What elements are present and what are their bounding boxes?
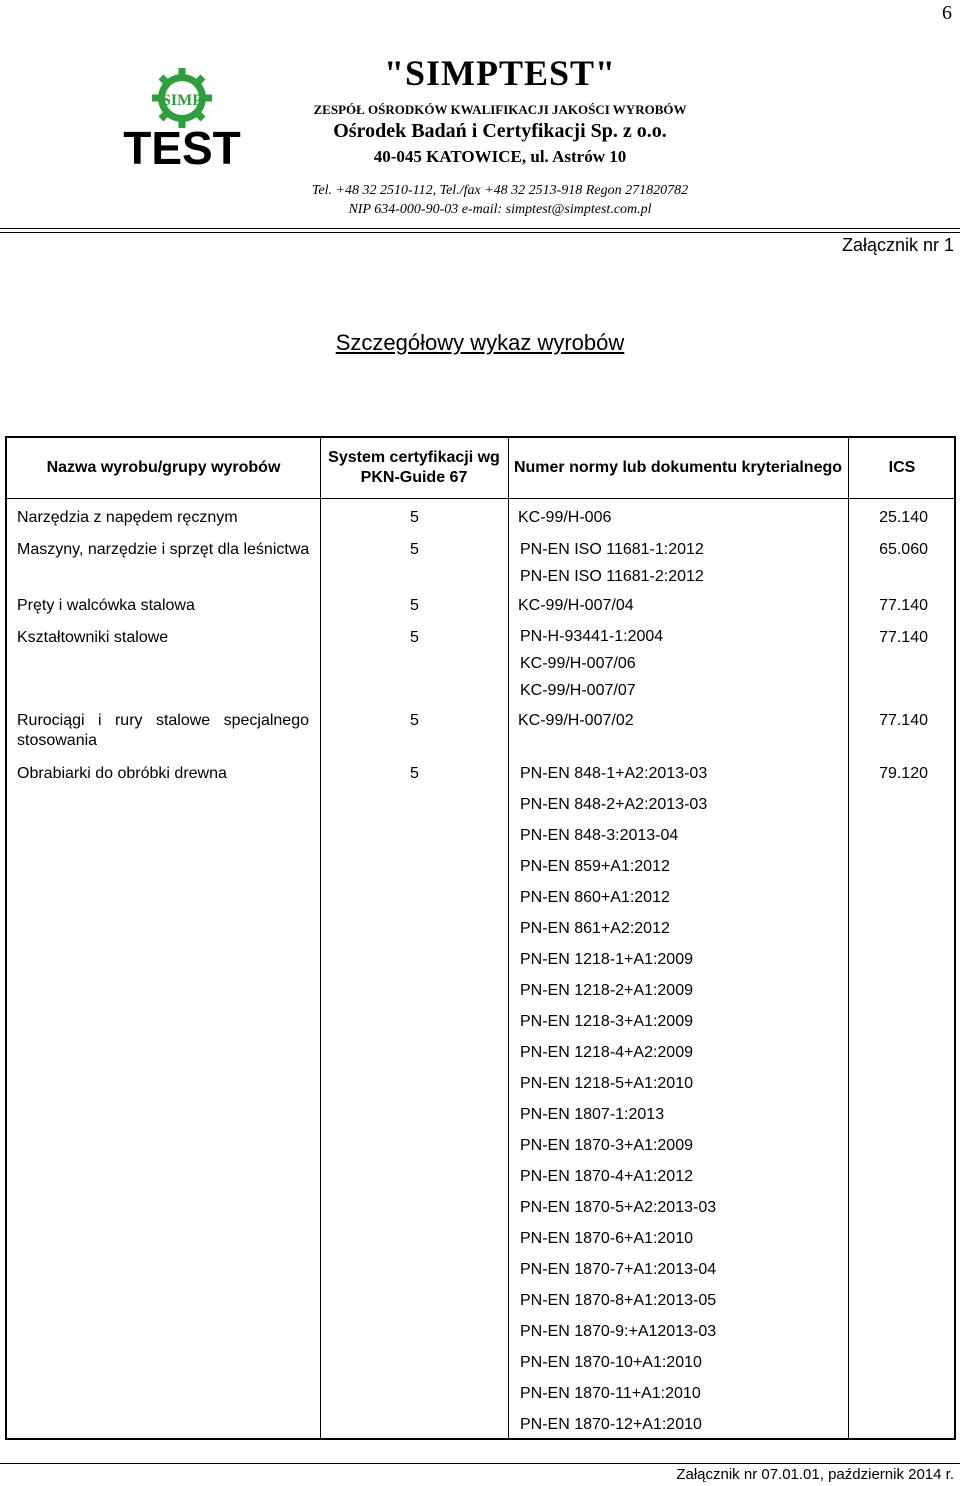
table-row-ics: 77.140 xyxy=(879,597,928,614)
table-row-norm: PN-EN 1807-1:2013 xyxy=(520,1106,665,1123)
page-number: 6 xyxy=(942,2,952,24)
table-row-norm: PN-EN 1870-10+A1:2010 xyxy=(520,1354,702,1371)
table-row-system: 5 xyxy=(410,765,419,782)
table-row-product: Kształtowniki stalowe xyxy=(17,629,169,646)
table-row-norm: PN-EN 1870-12+A1:2010 xyxy=(520,1416,702,1433)
table-row-norm: PN-EN ISO 11681-2:2012 xyxy=(520,568,704,585)
header-divider xyxy=(0,228,960,229)
footer-divider xyxy=(0,1463,960,1464)
table-row-norm: PN-H-93441-1:2004 xyxy=(520,628,664,645)
header-system: System certyfikacji wg PKN-Guide 67 xyxy=(328,449,500,486)
table-row-norm: PN-EN 1870-11+A1:2010 xyxy=(520,1385,701,1402)
table-row-product: Pręty i walcówka stalowa xyxy=(17,597,195,614)
table-row-ics: 77.140 xyxy=(879,712,928,729)
header-divider xyxy=(0,232,960,233)
table-row-ics: 79.120 xyxy=(879,765,928,782)
company-short-name: "SIMPTEST" xyxy=(383,53,617,93)
table-row-product: Obrabiarki do obróbki drewna xyxy=(17,765,227,782)
attachment-label: Załącznik nr 1 xyxy=(841,235,954,255)
table-row-norm: KC-99/H-006 xyxy=(518,509,612,526)
document-title: Szczegółowy wykaz wyrobów xyxy=(335,330,625,355)
table-row-product: Rurociągi i rury stalowe specjalnego stosowania xyxy=(17,712,309,749)
simptest-logo xyxy=(122,68,242,168)
table-row-norm: PN-EN 1870-6+A1:2010 xyxy=(520,1230,693,1247)
table-row-ics: 77.140 xyxy=(879,629,928,646)
table-row-norm: PN-EN 1218-1+A1:2009 xyxy=(520,951,693,968)
table-row-norm: PN-EN 848-2+A2:2013-03 xyxy=(520,796,708,813)
table-row-system: 5 xyxy=(410,509,419,526)
table-row-norm: KC-99/H-007/07 xyxy=(520,682,636,699)
svg-text:TEST: TEST xyxy=(123,122,241,168)
table-row-norm: KC-99/H-007/02 xyxy=(518,712,634,729)
company-group: ZESPÓŁ OŚRODKÓW KWALIFIKACJI JAKOŚCI WYROBÓW xyxy=(313,102,687,117)
table-row-norm: PN-EN 1870-8+A1:2013-05 xyxy=(520,1292,717,1309)
table-row-ics: 25.140 xyxy=(879,509,928,526)
table-row-norm: PN-EN ISO 11681-1:2012 xyxy=(520,541,704,558)
table-row-norm: PN-EN 1870-4+A1:2012 xyxy=(520,1168,693,1185)
footer-label: Załącznik nr 07.01.01, październik 2014 r. xyxy=(676,1466,954,1483)
table-row-norm: PN-EN 1218-2+A1:2009 xyxy=(520,982,693,999)
table-row-system: 5 xyxy=(410,629,419,646)
svg-text:SIMP: SIMP xyxy=(162,92,202,109)
table-row-norm: PN-EN 859+A1:2012 xyxy=(520,858,670,875)
table-row-norm: PN-EN 1870-9:+A12013-03 xyxy=(520,1323,717,1340)
table-row-product: Maszyny, narzędzie i sprzęt dla leśnictwa xyxy=(17,541,310,558)
table-row-norm: PN-EN 848-1+A2:2013-03 xyxy=(520,765,708,782)
company-contact-phone: Tel. +48 32 2510-112, Tel./fax +48 32 2513-918 Regon 271820782 xyxy=(311,183,689,198)
table-row-system: 5 xyxy=(410,597,419,614)
products-table xyxy=(5,436,956,1440)
header-ics: ICS xyxy=(888,459,916,476)
table-row-norm: PN-EN 1218-4+A2:2009 xyxy=(520,1044,693,1061)
table-row-norm: PN-EN 1870-7+A1:2013-04 xyxy=(520,1261,717,1278)
company-contact-email: NIP 634-000-90-03 e-mail: simptest@simptest.com.pl xyxy=(348,202,652,217)
table-row-norm: PN-EN 1218-5+A1:2010 xyxy=(520,1075,693,1092)
table-row-norm: PN-EN 1870-5+A2:2013-03 xyxy=(520,1199,717,1216)
table-row-norm: PN-EN 1870-3+A1:2009 xyxy=(520,1137,693,1154)
table-row-norm: PN-EN 1218-3+A1:2009 xyxy=(520,1013,693,1030)
table-row-norm: KC-99/H-007/04 xyxy=(518,597,634,614)
table-row-norm: PN-EN 860+A1:2012 xyxy=(520,889,670,906)
table-row-system: 5 xyxy=(410,541,419,558)
table-row-product: Narzędzia z napędem ręcznym xyxy=(17,509,238,526)
table-row-norm: PN-EN 861+A2:2012 xyxy=(520,920,670,937)
header-row-divider xyxy=(7,498,954,499)
company-address: 40-045 KATOWICE, ul. Astrów 10 xyxy=(373,147,627,166)
table-row-ics: 65.060 xyxy=(879,541,928,558)
header-product: Nazwa wyrobu/grupy wyrobów xyxy=(46,459,281,476)
table-row-norm: PN-EN 848-3:2013-04 xyxy=(520,827,679,844)
column-divider xyxy=(848,438,849,1438)
column-divider xyxy=(320,438,321,1438)
table-row-system: 5 xyxy=(410,712,419,729)
company-name: Ośrodek Badań i Certyfikacji Sp. z o.o. xyxy=(333,120,667,142)
table-row-norm: KC-99/H-007/06 xyxy=(520,655,636,672)
column-divider xyxy=(508,438,509,1438)
header-norm: Numer normy lub dokumentu kryterialnego xyxy=(513,459,843,476)
